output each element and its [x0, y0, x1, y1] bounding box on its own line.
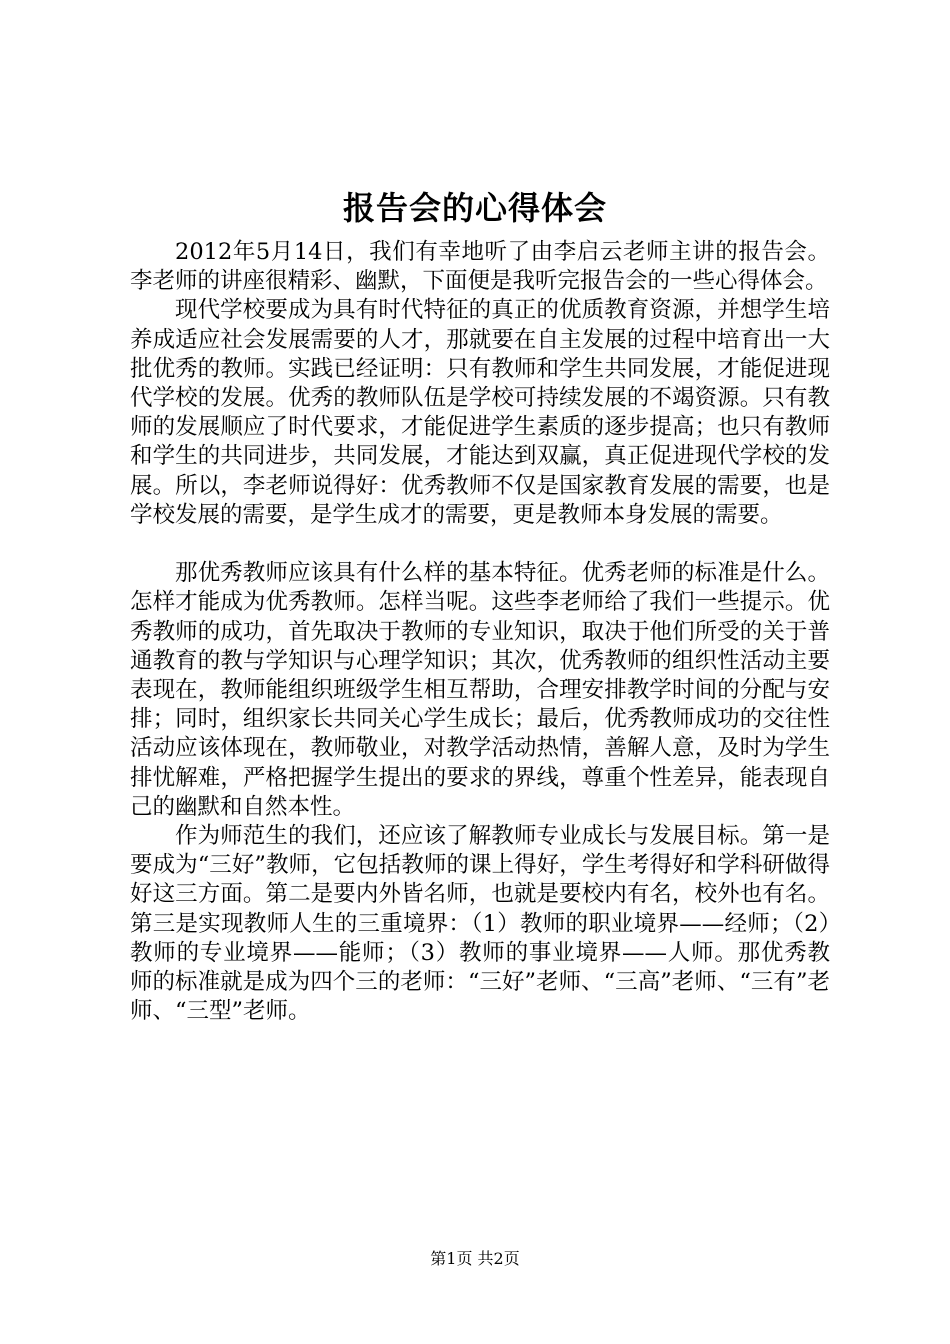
paragraph-spacer [130, 530, 830, 559]
document-body [130, 238, 830, 1026]
paragraph-2: 现代学校要成为具有时代特征的真正的优质教育资源，并想学生培养成适应社会发展需要的人才，那就要在自主发展的过程中培育出一大批优秀的教师。实践已经证明：只有教师和学生共同发展，才能促进现代学校的发展。优秀的教师队伍是学校可持续发展的不竭资源。只有教师的发展顺应了时代要求，才能促进学生素质的逐步提高；也只有教师和学生的共同进步，共同发展，才能达到双赢，真正促进现代学校的发展。所以，李老师说得好：优秀教师不仅是国家教育发展的需要，也是学校发展的需要，是学生成才的需要，更是教师本身发展的需要。 [130, 297, 830, 528]
paragraph-1: 2012年5月14日，我们有幸地听了由李启云老师主讲的报告会。李老师的讲座很精彩、幽默，下面便是我听完报告会的一些心得体会。 [130, 239, 830, 295]
page-total: 共2页 [477, 1249, 520, 1268]
document-title: 报告会的心得体会 [342, 189, 607, 227]
paragraph-3: 那优秀教师应该具有什么样的基本特征。优秀老师的标准是什么。怎样才能成为优秀教师。怎样当呢。这些李老师给了我们一些提示。优秀教师的成功，首先取决于教师的专业知识，取决于他们所受的关于普通教育的教与学知识与心理学知识；其次，优秀教师的组织性活动主要表现在，教师能组织班级学生相互帮助，合理安排教学时间的分配与安排；同时，组织家长共同关心学生成长；最后，优秀教师成功的交往性活动应该体现在，教师敬业，对教学活动热情，善解人意，及时为学生排忧解难，严格把握学生提出的要求的界线，尊重个性差异，能表现自己的幽默和自然本性。 [130, 560, 830, 820]
page-footer [0, 1249, 950, 1269]
paragraph-4: 作为师范生的我们，还应该了解教师专业成长与发展目标。第一是要成为“三好”教师，它包括教师的课上得好，学生考得好和学科研做得好这三方面。第二是要内外皆名师，也就是要校内有名，校外也有名。第三是实现教师人生的三重境界：（1）教师的职业境界——经师；（2）教师的专业境界——能师；（3）教师的事业境界——人师。那优秀教师的标准就是成为四个三的老师：“三好”老师、“三高”老师、“三有”老师、“三型”老师。 [130, 823, 830, 1025]
page-number: 第1页 [430, 1249, 473, 1268]
